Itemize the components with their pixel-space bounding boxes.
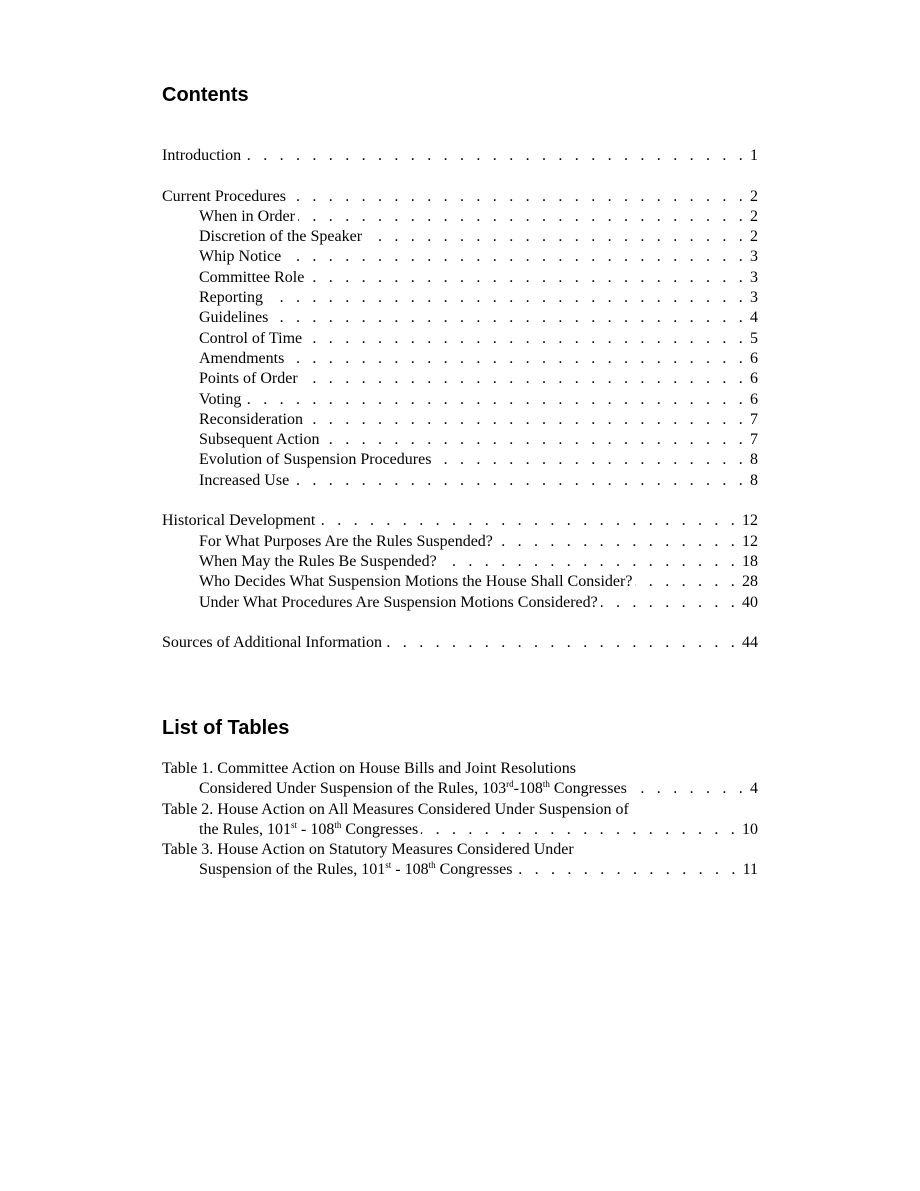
dot-leader: [289, 187, 747, 207]
toc-entry-label: Under What Procedures Are Suspension Motions Considered?: [199, 593, 598, 611]
toc-subentry[interactable]: [162, 349, 758, 369]
dot-leader: [298, 207, 747, 227]
toc-page-number: 12: [742, 532, 758, 550]
table-entry-continuation[interactable]: [162, 779, 758, 799]
dot-leader: [301, 369, 747, 389]
table-entry-title[interactable]: Table 2. House Action on All Measures Considered Under Suspension of: [162, 800, 629, 818]
dot-leader: [601, 593, 739, 613]
toc-page-number: 40: [742, 593, 758, 611]
document-page: [162, 0, 758, 1191]
toc-page-number: 5: [750, 329, 758, 347]
toc-entry-label: Sources of Additional Information: [162, 634, 382, 652]
toc-page-number: 3: [750, 268, 758, 286]
dot-leader: [635, 572, 739, 592]
dot-leader: [421, 820, 739, 840]
toc-subentry[interactable]: [162, 572, 758, 592]
table-entry-label: Considered Under Suspension of the Rules, 103rd-108th Congresses: [199, 779, 627, 798]
toc-subentry[interactable]: [162, 207, 758, 227]
toc-entry-label: Evolution of Suspension Procedures: [199, 451, 432, 469]
toc-page-number: 4: [750, 309, 758, 327]
toc-page-number: 7: [750, 410, 758, 428]
tables-list: [162, 759, 758, 881]
toc-page-number: 28: [742, 573, 758, 591]
toc-entry-label: For What Purposes Are the Rules Suspended?: [199, 532, 493, 550]
toc-entry-label: Current Procedures: [162, 187, 286, 205]
toc-entry-label: Who Decides What Suspension Motions the House Shall Consider?: [199, 573, 633, 591]
dot-leader: [305, 329, 747, 349]
toc-entry-label: When in Order: [199, 207, 295, 225]
dot-leader: [322, 430, 747, 450]
toc-subentry[interactable]: [162, 369, 758, 389]
toc-subentry[interactable]: [162, 227, 758, 247]
dot-leader: [515, 860, 739, 880]
toc-entry-label: Voting: [199, 390, 242, 408]
toc-subentry[interactable]: [162, 288, 758, 308]
toc-page-number: 44: [742, 634, 758, 652]
dot-leader: [385, 633, 739, 653]
dot-leader: [318, 511, 739, 531]
table-entry-label: Suspension of the Rules, 101st - 108th Congresses: [199, 860, 513, 879]
toc-subentry[interactable]: [162, 247, 758, 267]
toc-entry-label: Discretion of the Speaker: [199, 228, 363, 246]
toc-page-number: 7: [750, 431, 758, 449]
toc-subentry[interactable]: [162, 410, 758, 430]
toc-entry-sources[interactable]: [162, 633, 758, 653]
toc-subentry[interactable]: [162, 471, 758, 491]
toc-page-number: 2: [750, 228, 758, 246]
toc-page-number: 1: [750, 147, 758, 164]
table-entry-label: the Rules, 101st - 108th Congresses: [199, 819, 419, 838]
toc-subentry[interactable]: [162, 268, 758, 288]
contents-heading: Contents: [162, 84, 249, 106]
toc-entry-label: Whip Notice: [199, 248, 282, 266]
toc-entry-current-procedures[interactable]: [162, 187, 758, 207]
toc-entry-label: When May the Rules Be Suspended?: [199, 552, 437, 570]
toc-page-number: 3: [750, 289, 758, 307]
toc-page-number: 11: [742, 861, 758, 879]
toc-entry-introduction[interactable]: [162, 146, 758, 166]
toc-page-number: 8: [750, 451, 758, 469]
toc-subentry[interactable]: [162, 552, 758, 572]
dot-leader: [434, 450, 747, 470]
dot-leader: [440, 552, 739, 572]
contents-list: [162, 146, 758, 653]
toc-subentry[interactable]: [162, 532, 758, 552]
toc-subentry[interactable]: [162, 593, 758, 613]
dot-leader: [307, 268, 747, 288]
toc-entry-label: Committee Role: [199, 268, 305, 286]
toc-subentry[interactable]: [162, 308, 758, 328]
toc-subentry[interactable]: [162, 430, 758, 450]
toc-entry-label: Reconsideration: [199, 410, 303, 428]
dot-leader: [292, 471, 747, 491]
dot-leader: [306, 410, 747, 430]
toc-entry-label: Increased Use: [199, 471, 290, 489]
dot-leader: [271, 308, 747, 328]
toc-entry-label: Historical Development: [162, 512, 316, 530]
dot-leader: [496, 532, 739, 552]
toc-entry-label: Guidelines: [199, 309, 269, 327]
toc-entry-label: Subsequent Action: [199, 431, 320, 449]
toc-page-number: 6: [750, 349, 758, 367]
toc-page-number: 8: [750, 471, 758, 489]
toc-page-number: 2: [750, 207, 758, 225]
dot-leader: [630, 779, 747, 799]
toc-page-number: 6: [750, 370, 758, 388]
dot-leader: [266, 288, 747, 308]
dot-leader: [284, 247, 747, 267]
toc-subentry[interactable]: [162, 329, 758, 349]
toc-entry-label: Points of Order: [199, 370, 298, 388]
toc-entry-label: Amendments: [199, 349, 285, 367]
toc-page-number: 3: [750, 248, 758, 266]
toc-page-number: 10: [742, 820, 758, 838]
toc-entry-label: Control of Time: [199, 329, 303, 347]
list-of-tables-heading: List of Tables: [162, 717, 290, 739]
toc-page-number: 4: [750, 780, 758, 798]
toc-page-number: 12: [742, 512, 758, 530]
table-entry-continuation[interactable]: [162, 860, 758, 880]
dot-leader: [244, 146, 747, 166]
table-entry-title[interactable]: Table 3. House Action on Statutory Measures Considered Under: [162, 841, 574, 859]
dot-leader: [365, 227, 747, 247]
toc-entry-label: Introduction: [162, 147, 242, 164]
toc-page-number: 18: [742, 552, 758, 570]
toc-page-number: 2: [750, 187, 758, 205]
toc-entry-historical-development[interactable]: [162, 511, 758, 531]
table-entry-title[interactable]: Table 1. Committee Action on House Bills and Joint Resolutions: [162, 760, 576, 777]
table-entry-continuation[interactable]: [162, 820, 758, 840]
toc-page-number: 6: [750, 390, 758, 408]
toc-subentry[interactable]: [162, 450, 758, 470]
toc-subentry[interactable]: [162, 390, 758, 410]
toc-entry-label: Reporting: [199, 289, 263, 307]
dot-leader: [287, 349, 747, 369]
dot-leader: [244, 390, 747, 410]
